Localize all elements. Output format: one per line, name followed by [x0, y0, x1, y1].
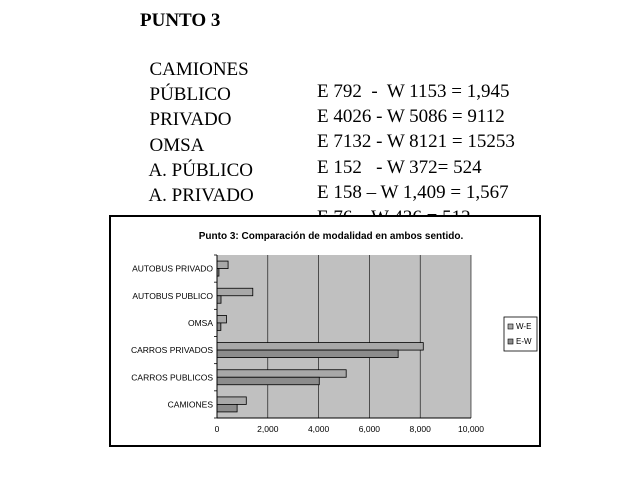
bar	[217, 377, 319, 385]
row-label: PRIVADO	[149, 109, 232, 130]
bar	[217, 350, 398, 358]
chart-title: Punto 3: Comparación de modalidad en ambos sentido.	[198, 231, 464, 242]
bar	[217, 343, 423, 351]
row-label: A. PRIVADO	[148, 185, 254, 206]
bar	[217, 288, 253, 296]
legend-label: W-E	[516, 322, 532, 331]
x-tick-label: 0	[214, 424, 220, 434]
bar-chart	[111, 217, 539, 445]
y-tick-label: OMSA	[187, 317, 213, 328]
bar	[217, 315, 226, 323]
x-tick-label: 10,000	[458, 424, 484, 434]
row-value: E 158 – W 1,409 = 1,567	[317, 182, 509, 203]
y-tick-label: CARROS PUBLICOS	[131, 372, 213, 383]
row-label: PÚBLICO	[149, 84, 231, 105]
y-tick-label: CARROS PRIVADOS	[130, 345, 213, 356]
bar	[217, 323, 221, 331]
x-tick-label: 6,000	[358, 424, 381, 434]
legend-swatch	[508, 324, 513, 329]
bar	[217, 404, 237, 412]
chart-frame	[109, 215, 541, 447]
bar	[217, 397, 246, 405]
row-label: OMSA	[149, 135, 205, 156]
x-tick-label: 4,000	[307, 424, 330, 434]
y-tick-label: CAMIONES	[167, 399, 213, 410]
y-tick-label: AUTOBUS PUBLICO	[132, 290, 213, 301]
legend-swatch	[508, 339, 513, 344]
bar	[217, 261, 228, 269]
row-label: A. PÚBLICO	[148, 160, 253, 181]
row-value: E 4026 - W 5086 = 9112	[317, 106, 505, 127]
row-value: E 792 - W 1153 = 1,945	[317, 81, 510, 102]
x-tick-label: 8,000	[409, 424, 431, 434]
y-tick-label: AUTOBUS PRIVADO	[132, 263, 213, 274]
legend-label: E-W	[516, 337, 532, 346]
bar	[217, 296, 221, 304]
row-value: E 7132 - W 8121 = 15253	[317, 131, 515, 152]
row-value: E 152 - W 372= 524	[317, 157, 482, 178]
x-tick-label: 2,000	[257, 424, 279, 434]
row-label: CAMIONES	[149, 59, 249, 80]
bar	[217, 370, 346, 378]
punto-heading: PUNTO 3	[140, 10, 221, 31]
plot-area	[217, 255, 471, 418]
